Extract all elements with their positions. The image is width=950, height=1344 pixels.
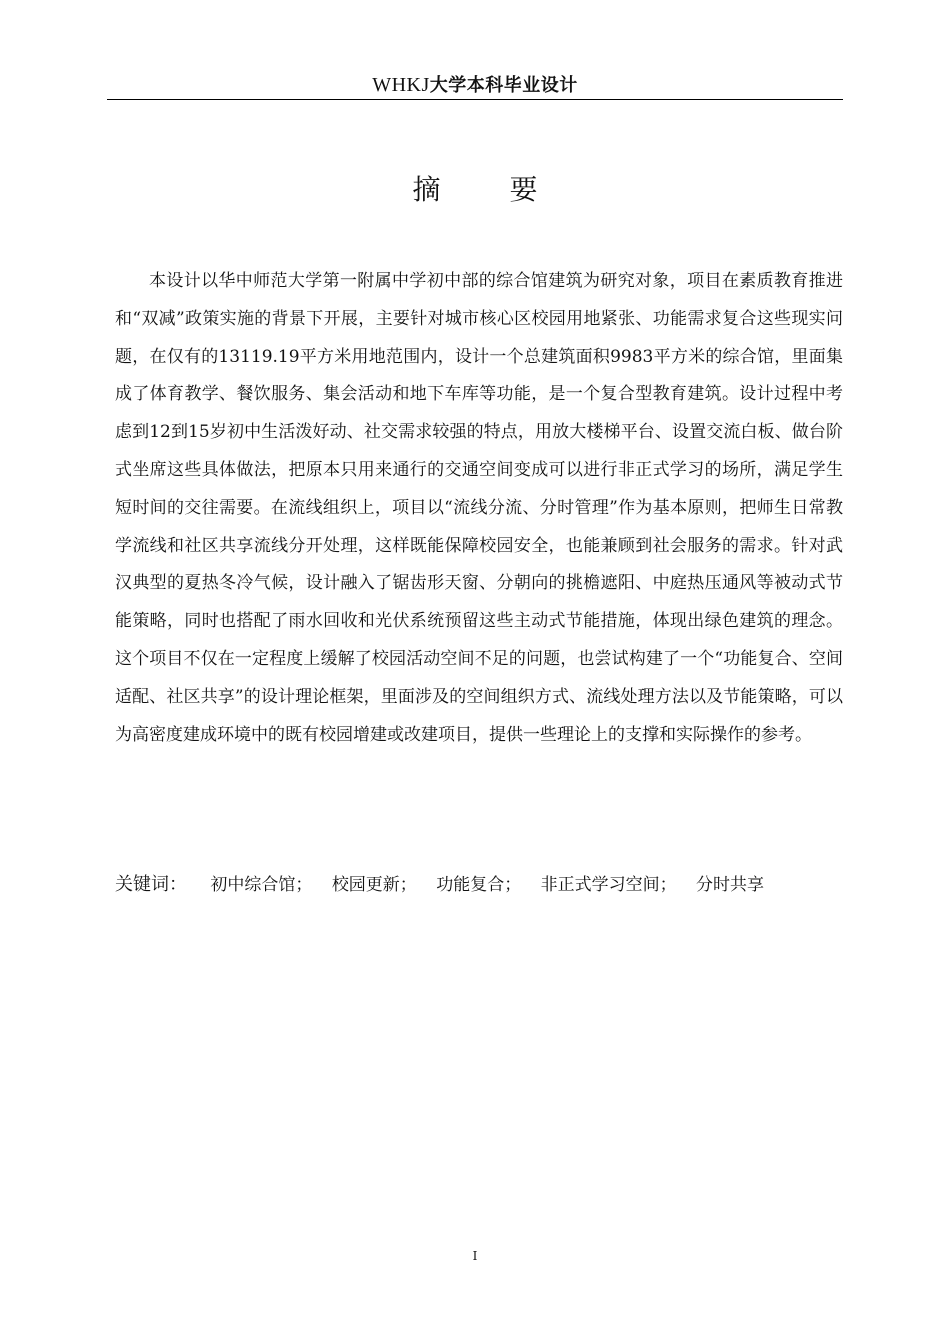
keyword-item: 初中综合馆； <box>210 875 313 895</box>
page-number: I <box>472 1249 478 1263</box>
header-school-code: WHKJ <box>372 74 430 96</box>
keyword-item: 分时共享 <box>696 875 765 895</box>
header-divider <box>107 99 843 100</box>
keywords-line <box>115 872 843 898</box>
keyword-item: 功能复合； <box>436 875 522 895</box>
header-doc-type: 大学本科毕业设计 <box>429 75 578 96</box>
keyword-item: 校园更新； <box>331 875 417 895</box>
keywords-label: 关键词： <box>115 874 187 895</box>
keyword-item: 非正式学习空间； <box>540 875 677 895</box>
page-header <box>107 72 843 99</box>
abstract-title: 摘 要 <box>412 173 568 206</box>
abstract-body: 本设计以华中师范大学第一附属中学初中部的综合馆建筑为研究对象，项目在素质教育推进和“双减”政策实施的背景下开展，主要针对城市核心区校园用地紧张、功能需求复合这些现实问题，在仅有的13119.19平方米用地范围内，设计一个总建筑面积9983平方米的综合馆，里面集成了体育教学、餐饮服务、集会活动和地下车库等功能，是一个复合型教育建筑。设计过程中考虑到12到15岁初中生活泼好动、社交需求较强的特点，用放大楼梯平台、设置交流白板、做台阶式坐席这些具体做法，把原本只用来通行的交通空间变成可以进行非正式学习的场所，满足学生短时间的交往需要。在流线组织上，项目以“流线分流、分时管理”作为基本原则，把师生日常教学流线和社区共享流线分开处理，这样既能保障校园安全，也能兼顾到社会服务的需求。针对武汉典型的夏热冬冷气候，设计融入了锯齿形天窗、分朝向的挑檐遮阳、中庭热压通风等被动式节能策略，同时也搭配了雨水回收和光伏系统预留这些主动式节能措施，体现出绿色建筑的理念。这个项目不仅在一定程度上缓解了校园活动空间不足的问题，也尝试构建了一个“功能复合、空间适配、社区共享”的设计理论框架，里面涉及的空间组织方式、流线处理方法以及节能策略，可以为高密度建成环境中的既有校园增建或改建项目，提供一些理论上的支撑和实际操作的参考。 <box>115 271 843 745</box>
